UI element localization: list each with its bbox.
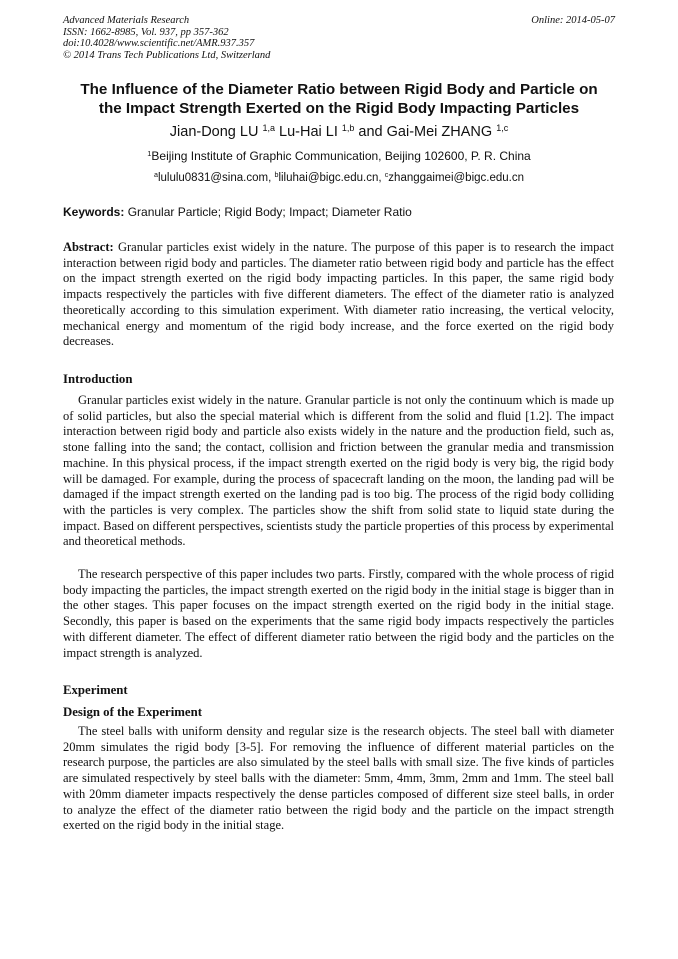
author-separator: and [354,124,387,140]
paragraph-text: Granular particles exist widely in the nature. Granular particle is not only the continuum which is made up of solid particles, but also the special material which is different from the solid and fluid [1.2]. The impact interaction between rigid body and particle also exists widely in the nature and the production field, such as, stone falling into the sand; the contact, collision and friction between the granular media and transmission machine. In this physical process, if the impact strength exerted on the rigid body is very big, the rigid body will be damaged. For example, during the process of spacecraft landing on the moon, the landing pad will be damaged if the impact strength exerted on the landing pad is too big. The process of the rigid body colliding with the particles is very complex. The particles show the shift from solid state to liquid state during the impact. Based on different perspectives, scientists study the particle properties of this process by experimental and theoretical methods. [63,393,615,549]
copyright-line: © 2014 Trans Tech Publications Ltd, Switzerland [63,49,271,61]
email-mark: c [384,171,389,180]
keywords-label: Keywords: [63,205,125,219]
email-address: lululu0831@sina.com [157,172,269,184]
author-affiliation-mark: 1,a [262,123,275,134]
issn-line: ISSN: 1662-8985, Vol. 937, pp 357-362 [63,26,229,38]
email-address: zhanggaimei@bigc.edu.cn [388,172,525,184]
abstract-label: Abstract: [63,240,114,254]
email-mark: b [274,171,279,180]
experiment-paragraph [63,724,614,834]
email-address: liluhai@bigc.edu.cn [278,172,379,184]
author-affiliation-mark: 1,c [496,123,509,134]
introduction-paragraph [63,393,614,550]
author-name: Lu-Hai LI [279,124,338,140]
keywords-text: Granular Particle; Rigid Body; Impact; Diameter Ratio [124,205,412,219]
title-line: The Influence of the Diameter Ratio between Rigid Body and Particle on [80,81,598,98]
affiliation-mark: 1 [147,148,152,158]
email-mark: a [153,171,158,180]
author-name: Jian-Dong LU [169,124,259,140]
affiliation-text: Beijing Institute of Graphic Communication, Beijing 102600, P. R. China [151,149,531,163]
journal-header [63,15,270,61]
title-line: the Impact Strength Exerted on the Rigid Body Impacting Particles [98,99,580,117]
keywords [63,205,623,220]
experiment-heading: Experiment [63,683,128,697]
paper-title [40,81,638,118]
journal-name: Advanced Materials Research [63,15,190,26]
author-affiliation-mark: 1,b [341,123,355,134]
doi-line: doi:10.4028/www.scientific.net/AMR.937.357 [63,38,255,50]
online-date: Online: 2014-05-07 [531,15,615,26]
author-name: Gai-Mei ZHANG [386,124,493,140]
paragraph-text: The steel balls with uniform density and regular size is the research objects. The steel ball with diameter 20mm simulates the rigid body [3-5]. For removing the influence of different material particles on the research purpose, the particles are also simulated by the steel balls with small size. The five kinds of particles are simulated respectively by steel balls with the diameter: 5mm, 4mm, 3mm, 2mm and 1mm. The steel ball with 20mm diameter impacts respectively the dense particles composed of different size steel balls, in order to analyze the effect of the diameter ratio between the rigid body and the particle on the impact strength exerted on the rigid body in the initial stage. [63,724,614,833]
paragraph-text: The research perspective of this paper includes two parts. Firstly, compared with the whole process of rigid body impacting the particles, the impact strength exerted on the rigid body in the initial stage is bigger than in the other stages. This paper focuses on the impact strength exerted on the rigid body in the initial stage. Secondly, this paper is based on the experiments that the same rigid body impacts respectively the particles with different diameter. The effect of different diameter ratio between the rigid body and the particles on the impact strength is analyzed. [63,567,614,660]
design-subheading: Design of the Experiment [63,705,202,719]
affiliation [0,149,678,164]
abstract [63,240,614,350]
email-list [0,171,678,185]
email-separator: , [268,172,275,184]
author-list [0,123,678,141]
introduction-paragraph [63,567,614,661]
introduction-heading: Introduction [63,372,133,386]
abstract-text: Granular particles exist widely in the nature. The purpose of this paper is to research the impact interaction between rigid body and particles. The diameter ratio between rigid body and particle has the effect on the impact strength exerted on the rigid body impacting particles. In this paper, the same rigid body impacts respectively the particles with five different diameters. The effect of the diameter ratio is analyzed theoretically according to this simulation experiment. With diameter ratio increasing, the vertical velocity, mechanical energy and momentum of the rigid body increase, and the force exerted on the rigid body decreases. [63,240,614,349]
email-separator: , [378,172,385,184]
